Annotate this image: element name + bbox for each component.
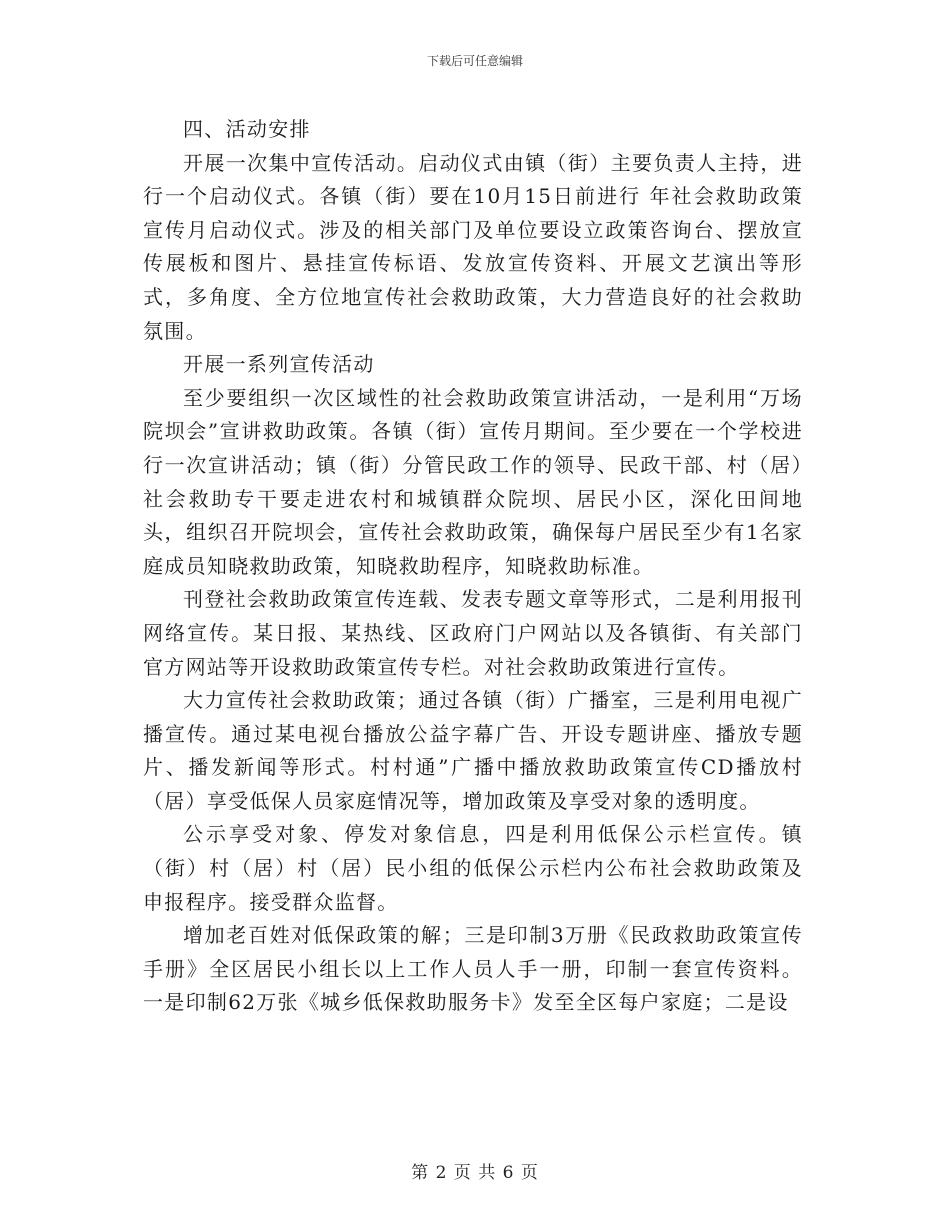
paragraph-bulletin-board: 公示享受对象、停发对象信息，四是利用低保公示栏宣传。镇（街）村（居）村（居）民小组的低保公示栏内公布社会救助政策及申报程序。接受群众监督。 <box>143 822 803 914</box>
paragraph-printed-materials: 增加老百姓对低保政策的解；三是印制3万册《民政救助政策宣传手册》全区居民小组长以上工作人员人手一册，印制一套宣传资料。一是印制62万张《城乡低保救助服务卡》发至全区每户家庭；二是设 <box>143 923 803 1015</box>
paragraph-launch-event: 开展一次集中宣传活动。启动仪式由镇（街）主要负责人主持，进行一个启动仪式。各镇（街）要在10月15日前进行 年社会救助政策宣传月启动仪式。涉及的相关部门及单位要设立政策咨询台、摆放宣传展板和图片、悬挂宣传标语、发放宣传资料、开展文艺演出等形式，多角度、全方位地宣传社会救助政策，大力营造良好的社会救助氛围。 <box>143 150 803 343</box>
paragraph-tv-broadcast: 大力宣传社会救助政策；通过各镇（街）广播室，三是利用电视广播宣传。通过某电视台播放公益字幕广告、开设专题讲座、播放专题片、播发新闻等形式。村村通”广播中播放救助政策宣传CD播放村（居）享受低保人员家庭情况等，增加政策及享受对象的透明度。 <box>143 688 803 813</box>
paragraph-press-network: 刊登社会救助政策宣传连载、发表专题文章等形式，二是利用报刊网络宣传。某日报、某热线、区政府门户网站以及各镇街、有关部门官方网站等开设救助政策宣传专栏。对社会救助政策进行宣传。 <box>143 587 803 679</box>
section-heading: 四、活动安排 <box>183 117 311 141</box>
paragraph-subheading: 开展一系列宣传活动 <box>183 352 375 377</box>
paragraph-lecture-activity: 至少要组织一次区域性的社会救助政策宣讲活动，一是利用“万场院坝会”宣讲救助政策。各镇（街）宣传月期间。至少要在一个学校进行一次宣讲活动；镇（街）分管民政工作的领导、民政干部、村（居）社会救助专干要走进农村和城镇群众院坝、居民小区，深化田间地头，组织召开院坝会，宣传社会救助政策，确保每户居民至少有1名家庭成员知晓救助政策，知晓救助程序，知晓救助标准。 <box>143 385 803 578</box>
header-note: 下载后可任意编辑 <box>426 54 523 68</box>
page-number: 第 2 页 共 6 页 <box>411 1163 539 1183</box>
document-body <box>143 113 803 1020</box>
